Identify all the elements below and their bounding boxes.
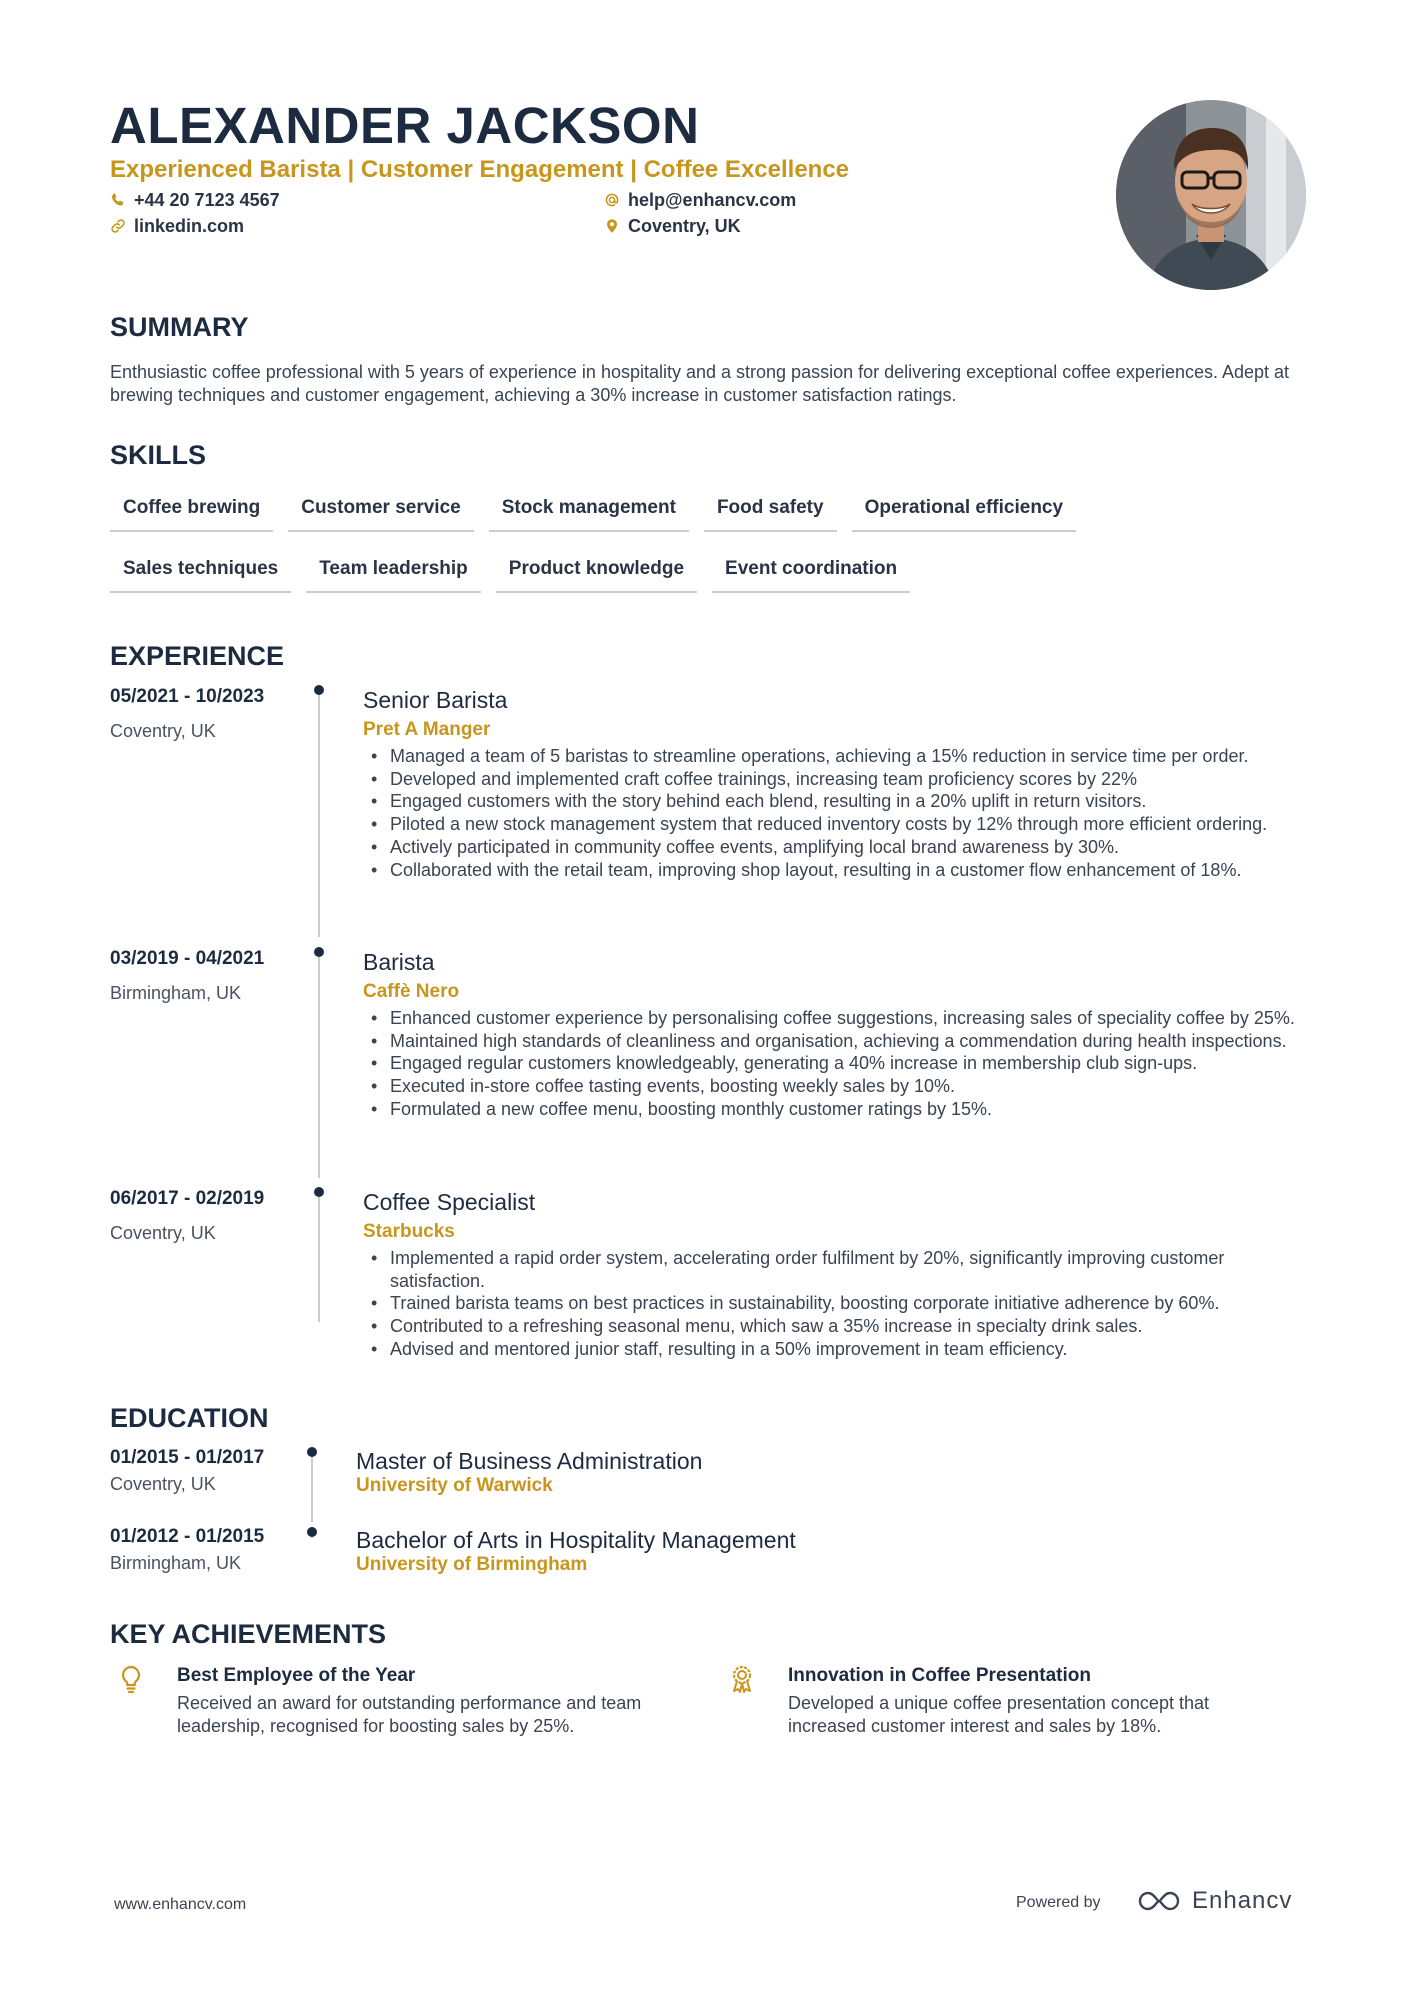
timeline-line [318,952,320,1178]
summary-text: Enthusiastic coffee professional with 5 years of experience in hospitality and a strong passion for delivering exceptional coffee experiences. Adept at brewing techniques and customer engagement, achieving a 30% increase in customer satisfaction ratings. [110,362,1290,405]
bullet-item: • Enhanced customer experience by personalising coffee suggestions, increasing sales of speciality coffee by 25%. [363,1007,1323,1030]
experience-bullets [363,1247,1323,1361]
experience-location: Birmingham, UK [110,983,242,1003]
footer-brand-name: Enhancv [1192,1887,1293,1914]
location-text: Coventry, UK [628,216,741,236]
skill-tag: Event coordination [712,553,910,593]
timeline-line [318,690,320,937]
skills-row [110,553,1210,593]
experience-dates: 06/2017 - 02/2019 [110,1188,265,1209]
bullet-item: • Formulated a new coffee menu, boosting monthly customer ratings by 15%. [363,1098,1323,1121]
lightbulb-icon [118,1664,144,1694]
experience-heading: EXPERIENCE [110,641,285,671]
skills-list [110,492,1210,614]
phone-icon [110,192,126,208]
enhancv-logo-icon [1136,1888,1182,1914]
contact-linkedin[interactable] [110,214,244,238]
bullet-item: • Collaborated with the retail team, improving shop layout, resulting in a customer flow enhancement of 18%. [363,859,1323,882]
bullet-item: • Trained barista teams on best practices in sustainability, boosting corporate initiative adherence by 60%. [363,1292,1323,1315]
footer-website[interactable]: www.enhancv.com [114,1896,247,1913]
candidate-name: ALEXANDER JACKSON [110,97,700,154]
education-dates: 01/2012 - 01/2015 [110,1526,265,1547]
experience-location: Coventry, UK [110,721,216,741]
phone-number: +44 20 7123 4567 [134,190,280,210]
timeline-dot [314,947,324,957]
bullet-item: • Contributed to a refreshing seasonal menu, which saw a 35% increase in specialty drink sales. [363,1315,1323,1338]
timeline-dot [307,1527,317,1537]
education-location: Birmingham, UK [110,1553,242,1573]
skills-row [110,492,1210,532]
achievement-title: Best Employee of the Year [177,1665,416,1686]
skill-tag: Stock management [489,492,689,532]
experience-bullets [363,1007,1323,1121]
bullet-item: • Engaged regular customers knowledgeably, generating a 40% increase in membership club sign-ups. [363,1052,1323,1075]
skill-tag: Product knowledge [496,553,697,593]
education-degree: Master of Business Administration [356,1448,703,1474]
skill-tag: Customer service [288,492,473,532]
summary-heading: SUMMARY [110,312,249,342]
achievements-heading: KEY ACHIEVEMENTS [110,1619,387,1649]
bullet-item: • Maintained high standards of cleanliness and organisation, achieving a commendation during health inspections. [363,1030,1323,1053]
bullet-item: • Actively participated in community coffee events, amplifying local brand awareness by 30%. [363,836,1323,859]
experience-role: Barista [363,949,435,975]
bullet-item: • Managed a team of 5 baristas to streamline operations, achieving a 15% reduction in service time per order. [363,745,1323,768]
linkedin-url: linkedin.com [134,216,245,236]
experience-company: Caffè Nero [363,981,460,1002]
education-location: Coventry, UK [110,1474,216,1494]
experience-role: Coffee Specialist [363,1189,536,1215]
achievement-title: Innovation in Coffee Presentation [788,1665,1091,1686]
education-dates: 01/2015 - 01/2017 [110,1447,265,1468]
skill-tag: Food safety [704,492,837,532]
bullet-item: • Advised and mentored junior staff, resulting in a 50% improvement in team efficiency. [363,1338,1323,1361]
bullet-item: • Implemented a rapid order system, accelerating order fulfilment by 20%, significantly improving customer satisfaction. [363,1247,1323,1292]
bullet-item: • Piloted a new stock management system that reduced inventory costs by 12% through more efficient ordering. [363,813,1323,836]
achievement-description: Received an award for outstanding performance and team leadership, recognised for boosting sales by 25%. [177,1693,642,1736]
candidate-tagline: Experienced Barista | Customer Engagement | Coffee Excellence [110,156,850,183]
contact-email[interactable] [604,188,796,212]
experience-bullets [363,745,1323,881]
footer-brand-logo[interactable] [1136,1886,1292,1916]
experience-location: Coventry, UK [110,1223,216,1243]
experience-company: Pret A Manger [363,719,491,740]
contact-location [604,214,741,238]
timeline-line [318,1192,320,1322]
skill-tag: Team leadership [306,553,481,593]
experience-dates: 03/2019 - 04/2021 [110,948,265,969]
timeline-dot [314,1187,324,1197]
email-address: help@enhancv.com [628,190,797,210]
timeline-dot [307,1447,317,1457]
bullet-item: • Engaged customers with the story behind each blend, resulting in a 20% uplift in return visitors. [363,790,1323,813]
avatar [1116,100,1306,290]
timeline-dot [314,685,324,695]
education-school: University of Warwick [356,1475,553,1496]
experience-dates: 05/2021 - 10/2023 [110,686,265,707]
location-pin-icon [604,218,620,234]
skill-tag: Coffee brewing [110,492,273,532]
skill-tag: Operational efficiency [852,492,1077,532]
contact-phone [110,188,280,212]
education-school: University of Birmingham [356,1554,588,1575]
award-ribbon-icon [729,1664,755,1694]
bullet-item: • Developed and implemented craft coffee trainings, increasing team proficiency scores by 22% [363,768,1323,791]
skills-heading: SKILLS [110,440,207,470]
timeline-line [311,1452,313,1522]
skill-tag: Sales techniques [110,553,291,593]
education-heading: EDUCATION [110,1403,269,1433]
education-degree: Bachelor of Arts in Hospitality Management [356,1527,796,1553]
at-icon [604,192,620,208]
footer-powered-by: Powered by [1016,1894,1101,1911]
bullet-item: • Executed in-store coffee tasting events, boosting weekly sales by 10%. [363,1075,1323,1098]
experience-role: Senior Barista [363,687,508,713]
experience-company: Starbucks [363,1221,455,1242]
link-icon [110,218,126,234]
achievement-description: Developed a unique coffee presentation concept that increased customer interest and sales by 18%. [788,1693,1209,1736]
